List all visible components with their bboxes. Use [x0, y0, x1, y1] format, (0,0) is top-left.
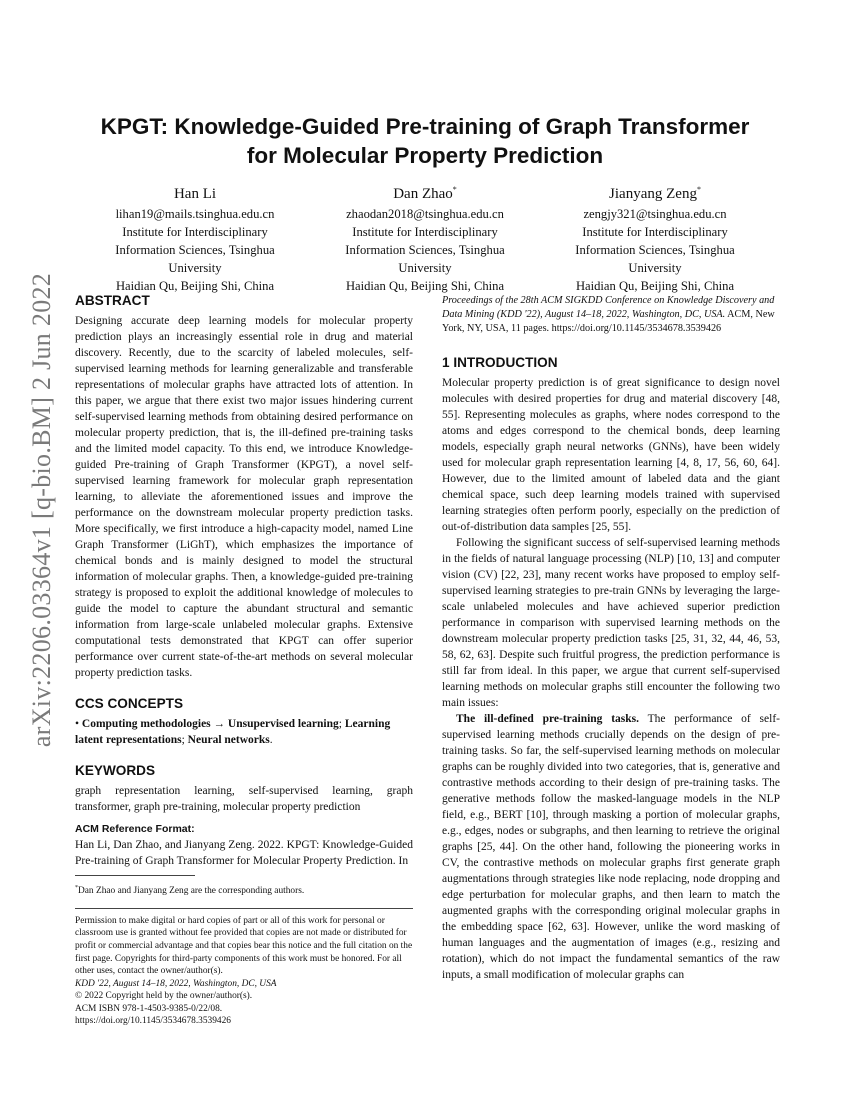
author-mark: *	[696, 185, 701, 194]
arxiv-sidebar	[22, 272, 62, 748]
footnote-text: Dan Zhao and Jianyang Zeng are the corresponding authors.	[78, 886, 305, 897]
author-email: lihan19@mails.tsinghua.edu.cn	[115, 207, 275, 221]
author-affiliation-line: Information Sciences, Tsinghua	[345, 243, 505, 257]
ccs-bullet: •	[75, 718, 80, 730]
ccs-item: Computing methodologies	[81, 718, 211, 730]
keywords-heading: KEYWORDS	[75, 763, 156, 778]
author-affiliation-line: University	[628, 261, 682, 275]
author-mark: *	[452, 185, 457, 194]
intro-paragraph-3-text: The performance of self-supervised learning methods crucially depends on the design of pre-training tasks. So far, the self-supervised learning methods on molecular graphs can be roughly divided into two categories, that is, generative and contrastive methods according to their design of pre-training tasks. The generative methods follow the masked-language models in the NLP field, e.g., BERT [10], through masking a portion of molecular graphs, e.g., edges, nodes or subgraphs, and then learning to retrieve the original graphs [25, 44]. On the other hand, following the pioneering works in CV, the contrastive methods on molecular graphs first generate graph augmentations through strategies like node replacing, node dropping and edge perturbation for molecular graphs, and then learn to match the augmented graphs with the corresponding original molecular graphs in the embedding space [62, 63]. However, unlike the word masking of human languages and the augmentation of images (e.g., resizing and rotation), which do not impact the fundamental semantics of the raw inputs, a small modification of molecular graphs can	[442, 713, 780, 981]
keywords-text: graph representation learning, self-supervised learning, graph transformer, graph pre-training, molecular property prediction	[75, 785, 413, 813]
author-email: zhaodan2018@tsinghua.edu.cn	[346, 207, 504, 221]
ccs-concepts	[75, 716, 413, 748]
ill-defined-tasks-lead: The ill-defined pre-training tasks.	[456, 713, 640, 725]
author-location: Haidian Qu, Beijing Shi, China	[575, 279, 735, 293]
ccs-separator: ;	[338, 718, 345, 730]
left-column	[75, 292, 413, 1028]
author-affiliation-line: Information Sciences, Tsinghua	[575, 243, 735, 257]
author-dan-zhao	[310, 180, 540, 295]
author-affiliation-line: Institute for Interdisciplinary	[582, 225, 728, 239]
author-affiliation-line: Institute for Interdisciplinary	[352, 225, 498, 239]
ccs-item: Learning latent representations	[75, 718, 391, 746]
intro-paragraph-1: Molecular property prediction is of great significance to design novel molecules with desired properties for drug and material discovery [48, 55]. Representing molecules as graphs, where nodes correspond to the atoms and edges correspond to the chemical bonds, deep learning models, especially graph neural networks (GNNs), have been widely used for molecular graph representation learning [4, 8, 17, 56, 60, 64]. However, due to the limited amount of labeled data and the giant chemical space, such deep learning models trained with supervised learning strategies often perform poorly, especially on the prediction of out-of-distribution data samples [25, 55].	[442, 377, 780, 533]
arxiv-identifier: arXiv:2206.03364v1 [q-bio.BM] 2 Jun 2022	[27, 272, 56, 748]
permission-isbn: ACM ISBN 978-1-4503-9385-0/22/08.	[75, 1003, 223, 1014]
author-affiliation-line: University	[398, 261, 452, 275]
footnote-divider	[75, 875, 195, 876]
author-name: Dan Zhao	[393, 186, 453, 202]
author-han-li	[80, 180, 310, 295]
footnote-mark: *	[75, 885, 78, 891]
ccs-end: .	[269, 734, 273, 746]
acm-reference-heading: ACM Reference Format:	[75, 823, 195, 835]
permission-copyright: © 2022 Copyright held by the owner/author(s).	[75, 991, 253, 1002]
intro-paragraph-2: Following the significant success of self-supervised learning methods in the fields of natural language processing (NLP) [10, 13] and computer vision (CV) [22, 23], many recent works have proposed to employ self-supervised learning strategies to pre-train GNNs by leveraging the large-scale unlabeled molecules and have achieved superior prediction performance in comparison with supervised learning methods on the downstream molecular property prediction tasks [25, 31, 32, 44, 46, 53, 58, 62, 63]. Despite such fruitful progress, the prediction performance is still far from ideal. In this paper, we argue that current self-supervised learning methods on molecular graphs still encounter the following two main issues:	[442, 537, 780, 709]
author-location: Haidian Qu, Beijing Shi, China	[115, 279, 275, 293]
introduction-heading: 1 INTRODUCTION	[442, 355, 558, 370]
ccs-item: Neural networks	[187, 734, 270, 746]
acm-reference-text: Han Li, Dan Zhao, and Jianyang Zeng. 2022. KPGT: Knowledge-Guided Pre-training of Graph Transformer for Molecular Property Prediction. In	[75, 839, 413, 867]
author-block	[80, 180, 770, 295]
paper-title	[60, 112, 790, 170]
author-name: Jianyang Zeng	[609, 186, 697, 202]
permission-text: Permission to make digital or hard copies of part or all of this work for personal or classroom use is granted without fee provided that copies are not made or distributed for profit or commercial advantage and that copies bear this notice and the full citation on the first page. Copyrights for third-party components of this work must be honored. For all other uses, contact the owner/author(s).	[75, 915, 413, 977]
author-affiliation-line: Information Sciences, Tsinghua	[115, 243, 275, 257]
author-location: Haidian Qu, Beijing Shi, China	[345, 279, 505, 293]
title-line-1: KPGT: Knowledge-Guided Pre-training of Graph Transformer	[100, 114, 750, 139]
ccs-separator: ;	[181, 734, 188, 746]
ccs-arrow: →	[210, 718, 228, 730]
author-affiliation-line: Institute for Interdisciplinary	[122, 225, 268, 239]
abstract-text: Designing accurate deep learning models for molecular property prediction plays an increasingly essential role in drug and material discovery. Recently, due to the scarcity of labeled molecules, self-supervised learning methods for learning generalizable and transferable representations of molecular graphs have attracted lots of attention. In this paper, we argue that there exist two major issues hindering current self-supervised learning methods from obtaining desired performance on molecular property prediction, that is, the ill-defined pre-training tasks and the limited model capacity. To this end, we introduce Knowledge-guided Pre-training of Graph Transformer (KPGT), a novel self-supervised learning framework for molecular graph representation learning, to alleviate the aforementioned issues and improve the performance on the downstream molecular property prediction tasks. More specifically, we first introduce a high-capacity model, named Line Graph Transformer (LiGhT), which emphasizes the importance of chemical bonds and is mainly designed to model the structural information of molecular graphs. Then, a knowledge-guided pre-training strategy is proposed to exploit the additional knowledge of molecules to guide the model to capture the abundant structural and semantic information from large-scale unlabeled molecular graphs. Extensive computational tests demonstrated that KPGT can offer superior performance over current state-of-the-art methods on several molecular property prediction tasks.	[75, 315, 413, 679]
permission-divider	[75, 908, 413, 909]
author-jianyang-zeng	[540, 180, 770, 295]
author-affiliation-line: University	[168, 261, 222, 275]
proceedings-plain: ACM, New York, NY, USA, 11 pages. https://doi.org/10.1145/3534678.3539426	[442, 309, 775, 334]
corresponding-footnote	[75, 882, 413, 898]
ccs-item: Unsupervised learning	[227, 718, 339, 730]
proceedings-citation	[442, 294, 780, 336]
right-column	[442, 292, 780, 983]
author-email: zengjy321@tsinghua.edu.cn	[583, 207, 727, 221]
title-line-2: for Molecular Property Prediction	[246, 143, 604, 168]
proceedings-italic: Proceedings of the 28th ACM SIGKDD Conference on Knowledge Discovery and Data Mining (KDD '22), August 14–18, 2022, Washington, DC, USA.	[442, 295, 775, 320]
abstract-heading: ABSTRACT	[75, 293, 150, 308]
permission-venue: KDD '22, August 14–18, 2022, Washington, DC, USA	[75, 978, 277, 989]
intro-paragraph-3	[442, 711, 780, 983]
author-name: Han Li	[173, 186, 217, 202]
permission-doi: https://doi.org/10.1145/3534678.3539426	[75, 1016, 231, 1027]
ccs-heading: CCS CONCEPTS	[75, 696, 184, 711]
